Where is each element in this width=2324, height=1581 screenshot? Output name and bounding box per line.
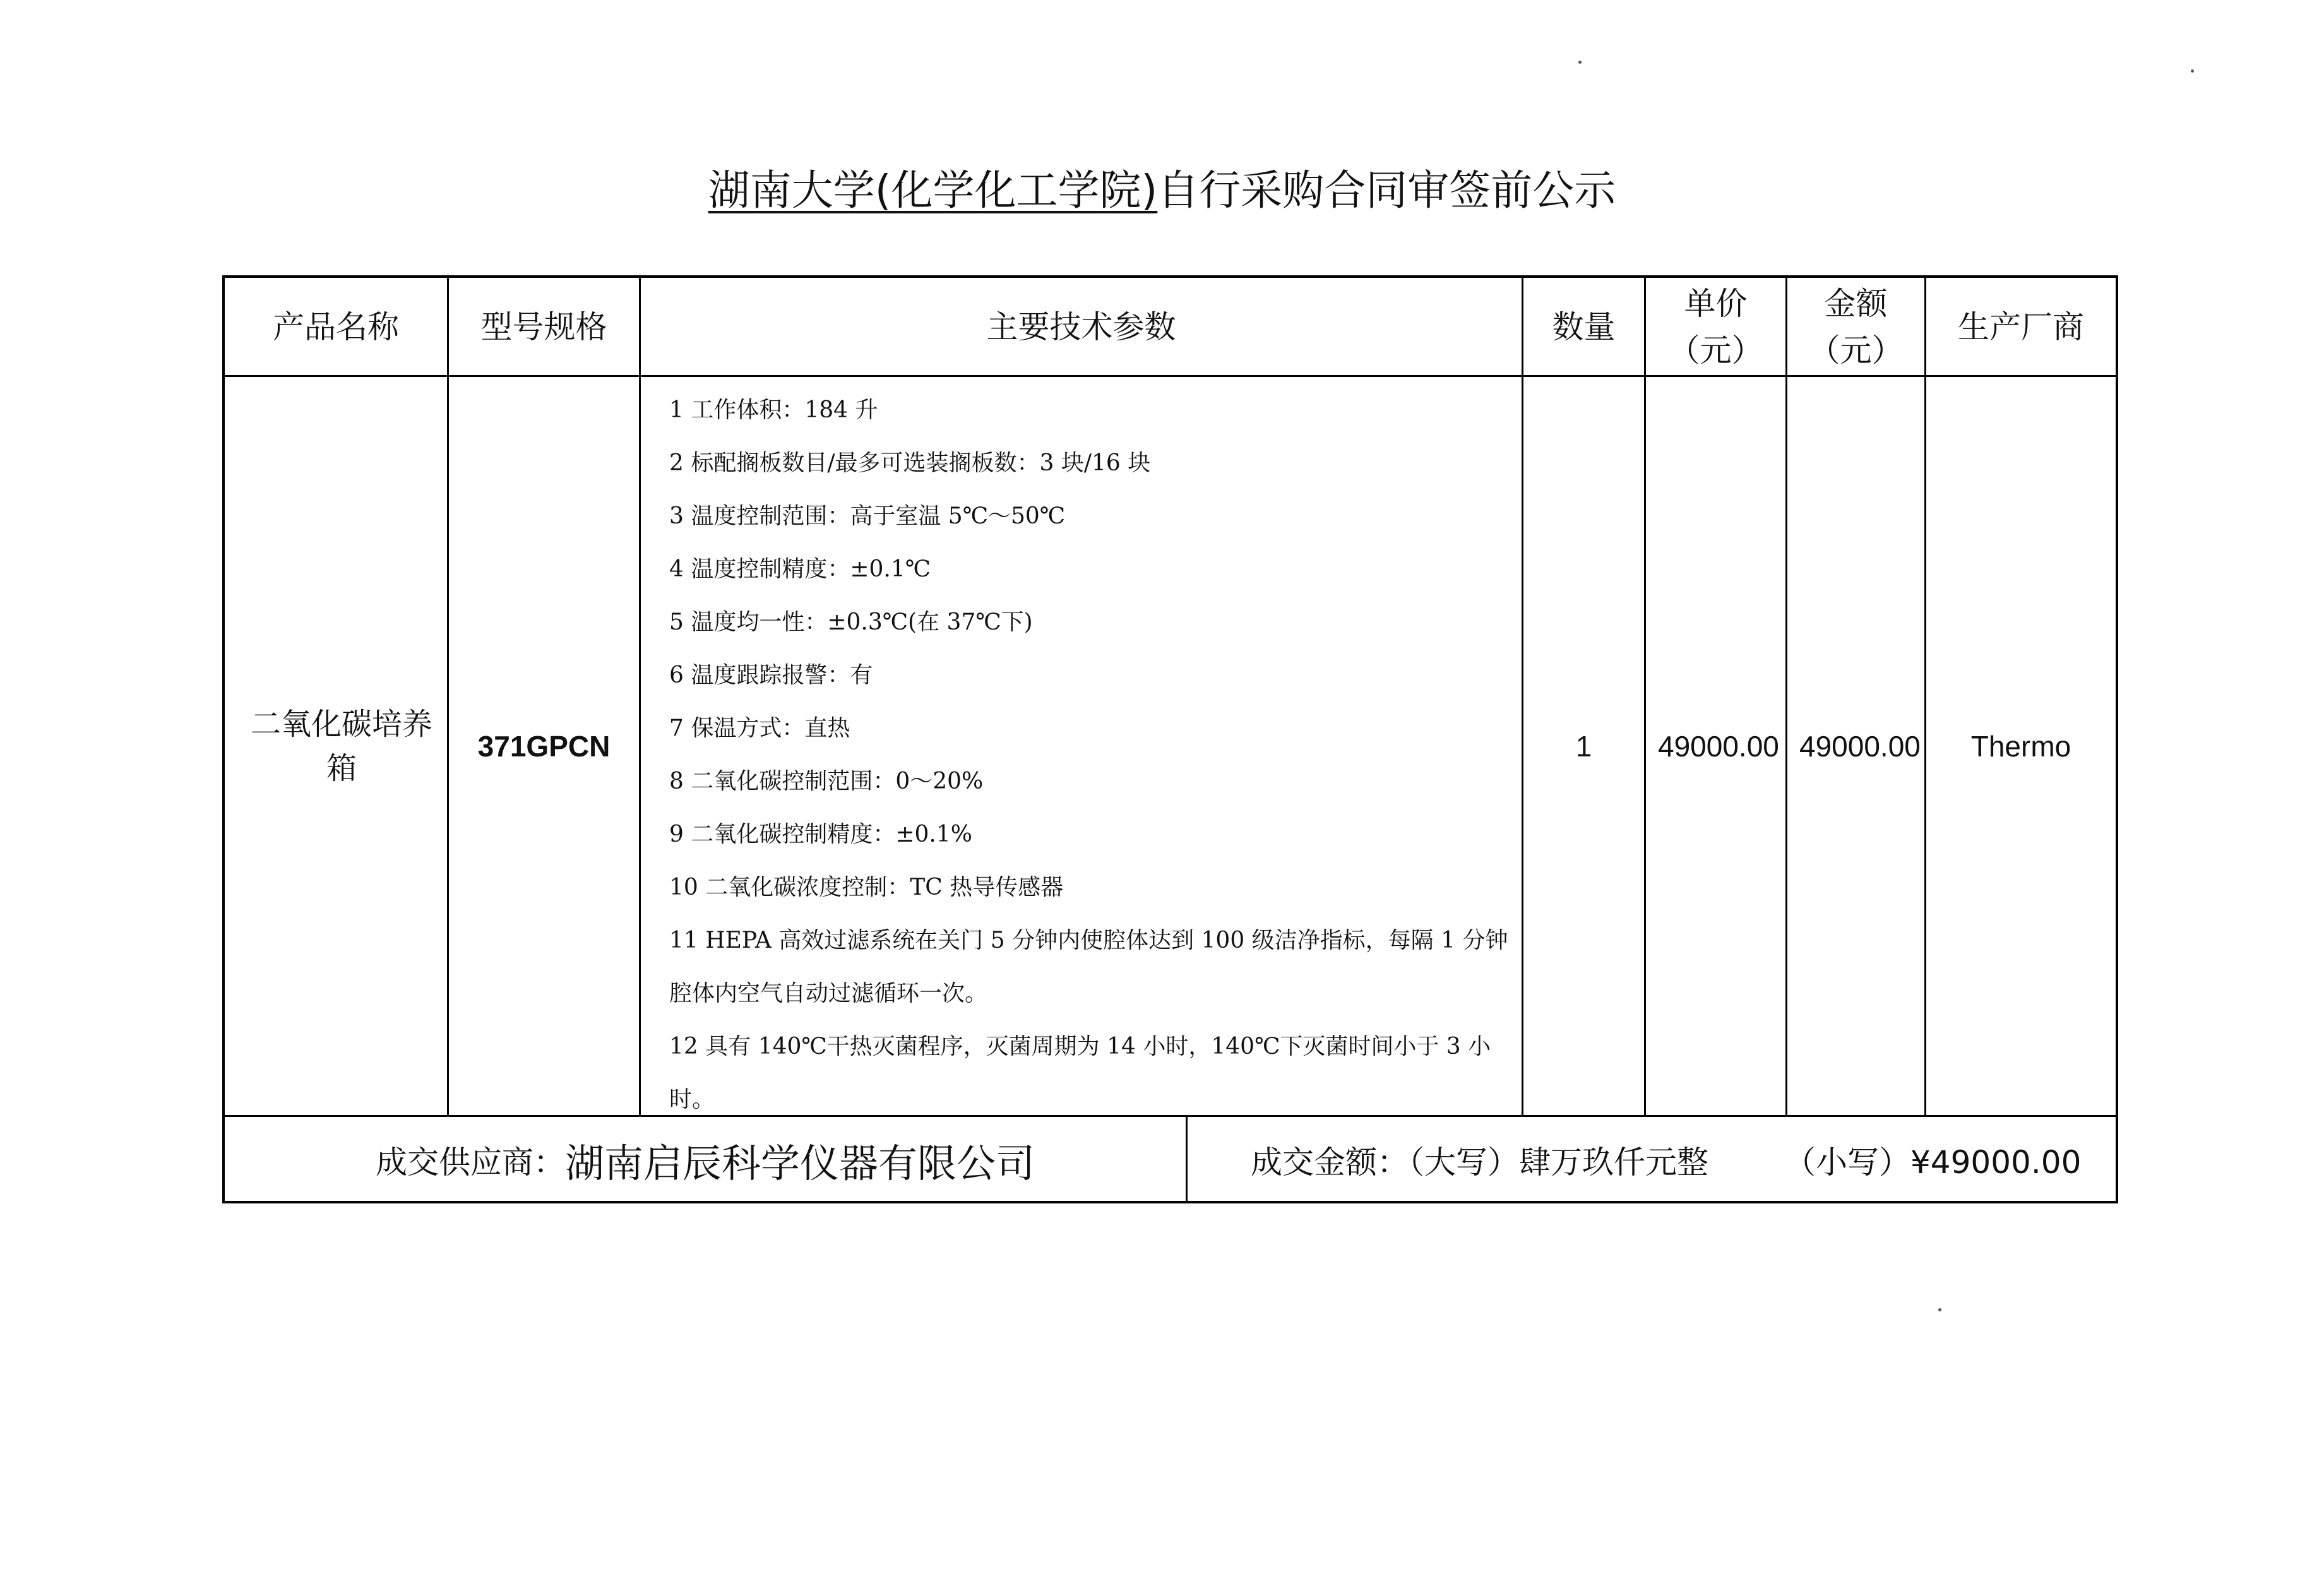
param-line: 3 温度控制范围：高于室温 5℃～50℃ xyxy=(669,503,1066,529)
amount-cell: 49000.00 xyxy=(1799,730,1921,763)
param-line: 4 温度控制精度：±0.1℃ xyxy=(669,556,931,582)
product-name-cell: 二氧化碳培养箱 xyxy=(250,707,432,786)
qty-cell: 1 xyxy=(1575,730,1592,763)
param-line: 10 二氧化碳浓度控制：TC 热导传感器 xyxy=(669,874,1064,900)
document-title xyxy=(0,165,2324,216)
param-line: 5 温度均一性：±0.3℃(在 37℃下) xyxy=(669,609,1033,635)
header-unit-price xyxy=(1646,278,1785,376)
supplier-name: 湖南启辰科学仪器有限公司 xyxy=(564,1140,1035,1186)
scan-speck xyxy=(2191,69,2194,73)
header-unit-price-unit: （元） xyxy=(1668,332,1763,369)
model-cell: 371GPCN xyxy=(477,730,611,763)
header-model: 型号规格 xyxy=(480,309,607,345)
header-amount-unit: （元） xyxy=(1808,332,1904,369)
param-line: 7 保温方式：直热 xyxy=(669,715,850,741)
scan-speck xyxy=(1938,1308,1941,1311)
param-line: 2 标配搁板数目/最多可选装搁板数：3 块/16 块 xyxy=(669,450,1151,476)
header-unit-price-label: 单价 xyxy=(1684,285,1748,322)
header-product-name: 产品名称 xyxy=(273,309,399,345)
unit-price-cell: 49000.00 xyxy=(1658,730,1779,763)
title-underlined: 湖南大学(化学化工学院) xyxy=(708,166,1158,215)
supplier-cell xyxy=(225,1116,1186,1203)
header-params: 主要技术参数 xyxy=(986,309,1176,345)
col-divider xyxy=(1644,278,1646,1116)
param-line: 6 温度跟踪报警：有 xyxy=(669,662,873,688)
header-amount-label: 金额 xyxy=(1824,285,1888,322)
col-divider xyxy=(639,278,641,1116)
supplier-label: 成交供应商： xyxy=(375,1144,565,1181)
col-divider xyxy=(1785,278,1787,1116)
header-amount xyxy=(1787,278,1924,376)
param-line: 9 二氧化碳控制精度：±0.1% xyxy=(669,821,972,847)
param-line: 1 工作体积：184 升 xyxy=(669,397,878,423)
manufacturer-cell: Thermo xyxy=(1970,730,2071,763)
header-manufacturer: 生产厂商 xyxy=(1958,309,2084,345)
title-rest: 自行采购合同审签前公示 xyxy=(1157,166,1616,215)
param-line: 11 HEPA 高效过滤系统在关门 5 分钟内使腔体达到 100 级洁净指标，每隔 1 分钟腔体内空气自动过滤循环一次。 xyxy=(669,928,1508,1006)
scan-speck xyxy=(1578,61,1582,64)
procurement-table xyxy=(222,275,2118,1203)
deal-amount-label: 成交金额：（大写）肆万玖仟元整 xyxy=(1251,1144,1708,1181)
deal-amount-small: （小写）¥49000.00 xyxy=(1784,1144,2082,1181)
param-line: 12 具有 140℃干热灭菌程序，灭菌周期为 14 小时，140℃下灭菌时间小于 3 小时。 xyxy=(669,1034,1491,1113)
params-cell xyxy=(654,376,1532,1116)
header-qty: 数量 xyxy=(1552,309,1616,345)
param-line: 8 二氧化碳控制范围：0～20% xyxy=(669,768,984,794)
deal-amount-cell xyxy=(1188,1116,2116,1203)
